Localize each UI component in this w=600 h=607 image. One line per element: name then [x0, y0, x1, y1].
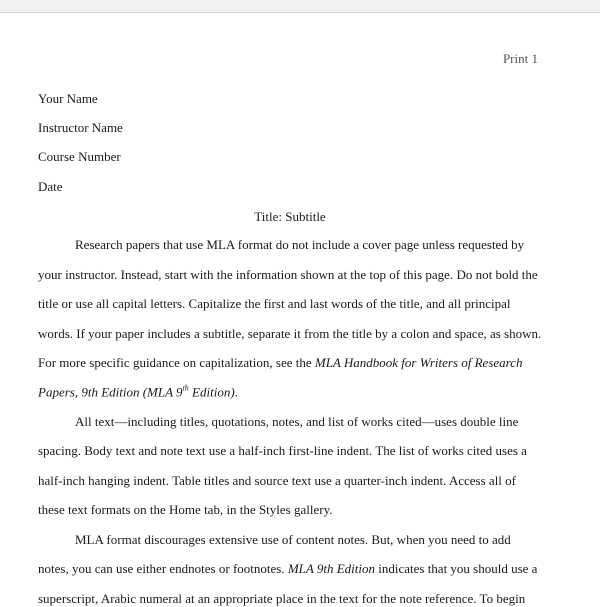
document-page[interactable] — [0, 13, 600, 606]
p2-line3: half-inch hanging indent. Table titles and source text use a quarter-inch indent. Access all of — [38, 473, 516, 488]
p2-line4: these text formats on the Home tab, in the Styles gallery. — [38, 502, 333, 517]
paper-title: Title: Subtitle — [254, 209, 326, 224]
p3-line3: superscript, Arabic numeral at an appropriate place in the text for the note reference. To begin — [38, 591, 526, 606]
p1-line1: Research papers that use MLA format do not include a cover page unless requested by — [75, 237, 525, 252]
running-head: Print 1 — [502, 51, 538, 66]
heading-instructor: Instructor Name — [38, 120, 123, 135]
p3-line2-italic: MLA 9th Edition — [287, 561, 375, 576]
p1-line6-italic-a: Papers, 9th Edition (MLA 9 — [38, 384, 183, 400]
p2-line2: spacing. Body text and note text use a half-inch first-line indent. The list of works cited uses a — [38, 443, 527, 458]
p3-line2-text-a: notes, you can use either endnotes or footnotes. — [38, 561, 288, 576]
p2-line1: All text—including titles, quotations, notes, and list of works cited—uses double line — [75, 414, 519, 429]
heading-course: Course Number — [38, 149, 121, 164]
p3-line1: MLA format discourages extensive use of content notes. But, when you need to add — [75, 532, 511, 547]
p1-line3: title or use all capital letters. Capitalize the first and last words of the title, and all principal — [38, 296, 511, 311]
p1-line4: words. If your paper includes a subtitle, separate it from the title by a colon and space, as shown. — [38, 326, 542, 341]
p3-line2-text-c: indicates that you should use a — [374, 561, 538, 576]
p1-line5 — [38, 355, 523, 371]
p1-line6 — [38, 384, 238, 400]
p1-line5-italic: MLA Handbook for Writers of Research — [314, 355, 523, 370]
p1-line6-period: . — [234, 384, 238, 400]
p1-line6-italic-b: Edition) — [188, 384, 235, 400]
p1-line5-text: For more specific guidance on capitalization, see the — [38, 355, 315, 370]
p1-line2: your instructor. Instead, start with the information shown at the top of this page. Do not bold the — [38, 267, 538, 282]
heading-name: Your Name — [38, 91, 98, 106]
p1-line6-superscript: th — [182, 384, 189, 393]
window-top-bar — [0, 0, 600, 13]
p3-line2 — [38, 561, 537, 577]
heading-date: Date — [38, 179, 63, 194]
